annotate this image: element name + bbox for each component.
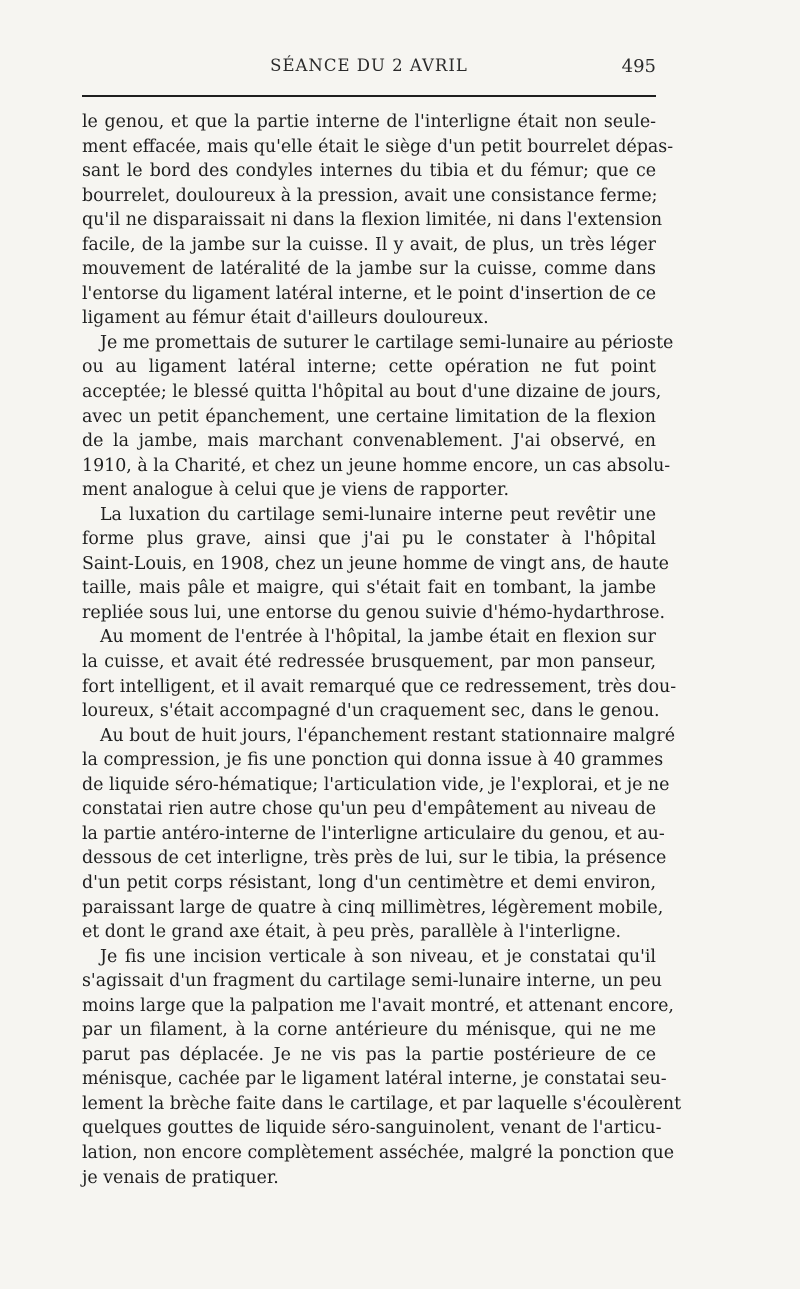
text-line: je venais de pratiquer. bbox=[82, 1167, 279, 1188]
text-line: la compression, je fis une ponction qui donna issue à 40 grammes bbox=[82, 750, 664, 771]
text-line: taille, mais pâle et maigre, qui s'était fait en tombant, la jambe bbox=[82, 578, 656, 599]
text-line: loureux, s'était accompagné d'un craquement sec, dans le genou. bbox=[82, 701, 660, 722]
paragraph bbox=[82, 503, 669, 626]
text-line: parut pas déplacée. Je ne vis pas la partie postérieure de ce bbox=[82, 1044, 656, 1065]
text-line: par un filament, à la corne antérieure du ménisque, qui ne me bbox=[82, 1020, 656, 1041]
text-line: repliée sous lui, une entorse du genou suivie d'hémo-hydarthrose. bbox=[82, 602, 666, 623]
text-line: constatai rien autre chose qu'un peu d'empâtement au niveau de bbox=[82, 799, 656, 820]
paragraph bbox=[82, 625, 677, 723]
body-text bbox=[82, 110, 682, 1190]
text-line: dessous de cet interligne, très près de lui, sur le tibia, la présence bbox=[82, 848, 667, 869]
page-number: 495 bbox=[621, 56, 656, 77]
text-line: Au moment de l'entrée à l'hôpital, la jambe était en flexion sur bbox=[100, 627, 656, 648]
text-line: avec un petit épanchement, une certaine limitation de la flexion bbox=[82, 406, 656, 427]
text-line: paraissant large de quatre à cinq millimètres, légèrement mobile, bbox=[82, 897, 664, 918]
running-title: SÉANCE DU 2 AVRIL bbox=[270, 56, 468, 75]
text-line: quelques gouttes de liquide séro-sanguinolent, venant de l'articu- bbox=[82, 1118, 662, 1139]
text-line: et dont le grand axe était, à peu près, parallèle à l'interligne. bbox=[82, 922, 622, 943]
text-line: Saint-Louis, en 1908, chez un jeune homme de vingt ans, de haute bbox=[82, 553, 669, 574]
text-line: ou au ligament latéral interne; cette opération ne fut point bbox=[82, 357, 656, 378]
text-line: bourrelet, douloureux à la pression, avait une consistance ferme; bbox=[82, 185, 658, 206]
text-line: ménisque, cachée par le ligament latéral interne, je constatai seu- bbox=[82, 1069, 667, 1090]
text-line: la partie antéro-interne de l'interligne articulaire du genou, et au- bbox=[82, 823, 665, 844]
text-line: ment effacée, mais qu'elle était le siège d'un petit bourrelet dépas- bbox=[82, 136, 674, 157]
paragraph bbox=[82, 945, 682, 1190]
text-line: Je me promettais de suturer le cartilage semi-lunaire au périoste bbox=[100, 332, 674, 353]
text-line: lation, non encore complètement asséchée, malgré la ponction que bbox=[82, 1142, 675, 1163]
paragraph bbox=[82, 331, 674, 503]
text-line: Au bout de huit jours, l'épanchement restant stationnaire malgré bbox=[100, 725, 675, 746]
text-line: s'agissait d'un fragment du cartilage semi-lunaire interne, un peu bbox=[82, 971, 662, 992]
text-line: moins large que la palpation me l'avait montré, et attenant encore, bbox=[82, 995, 674, 1016]
text-line: de liquide séro-hématique; l'articulation vide, je l'explorai, et je ne bbox=[82, 774, 670, 795]
text-line: lement la brèche faite dans le cartilage, et par laquelle s'écoulèrent bbox=[82, 1093, 682, 1114]
paragraph bbox=[82, 110, 674, 331]
page-header bbox=[82, 56, 656, 84]
text-line: d'un petit corps résistant, long d'un centimètre et demi environ, bbox=[82, 872, 656, 893]
text-line: mouvement de latéralité de la jambe sur la cuisse, comme dans bbox=[82, 259, 656, 280]
text-line: ment analogue à celui que je viens de rapporter. bbox=[82, 480, 509, 501]
text-line: qu'il ne disparaissait ni dans la flexion limitée, ni dans l'extension bbox=[82, 210, 663, 231]
header-rule bbox=[82, 95, 656, 97]
paragraph bbox=[82, 724, 675, 945]
text-line: ligament au fémur était d'ailleurs douloureux. bbox=[82, 308, 489, 329]
text-line: acceptée; le blessé quitta l'hôpital au bout d'une dizaine de jours, bbox=[82, 382, 662, 403]
text-line: Je fis une incision verticale à son niveau, et je constatai qu'il bbox=[100, 946, 656, 967]
text-line: la cuisse, et avait été redressée brusquement, par mon panseur, bbox=[82, 652, 656, 673]
text-line: forme plus grave, ainsi que j'ai pu le constater à l'hôpital bbox=[82, 529, 656, 550]
text-line: de la jambe, mais marchant convenablement. J'ai observé, en bbox=[82, 431, 656, 452]
text-line: le genou, et que la partie interne de l'interligne était non seule- bbox=[82, 112, 656, 132]
text-line: l'entorse du ligament latéral interne, et le point d'insertion de ce bbox=[82, 283, 656, 304]
text-line: facile, de la jambe sur la cuisse. Il y avait, de plus, un très léger bbox=[82, 234, 656, 255]
text-line: fort intelligent, et il avait remarqué que ce redressement, très dou- bbox=[82, 676, 677, 697]
text-line: 1910, à la Charité, et chez un jeune homme encore, un cas absolu- bbox=[82, 455, 671, 476]
text-line: La luxation du cartilage semi-lunaire interne peut revêtir une bbox=[100, 504, 656, 525]
text-line: sant le bord des condyles internes du tibia et du fémur; que ce bbox=[82, 161, 656, 182]
